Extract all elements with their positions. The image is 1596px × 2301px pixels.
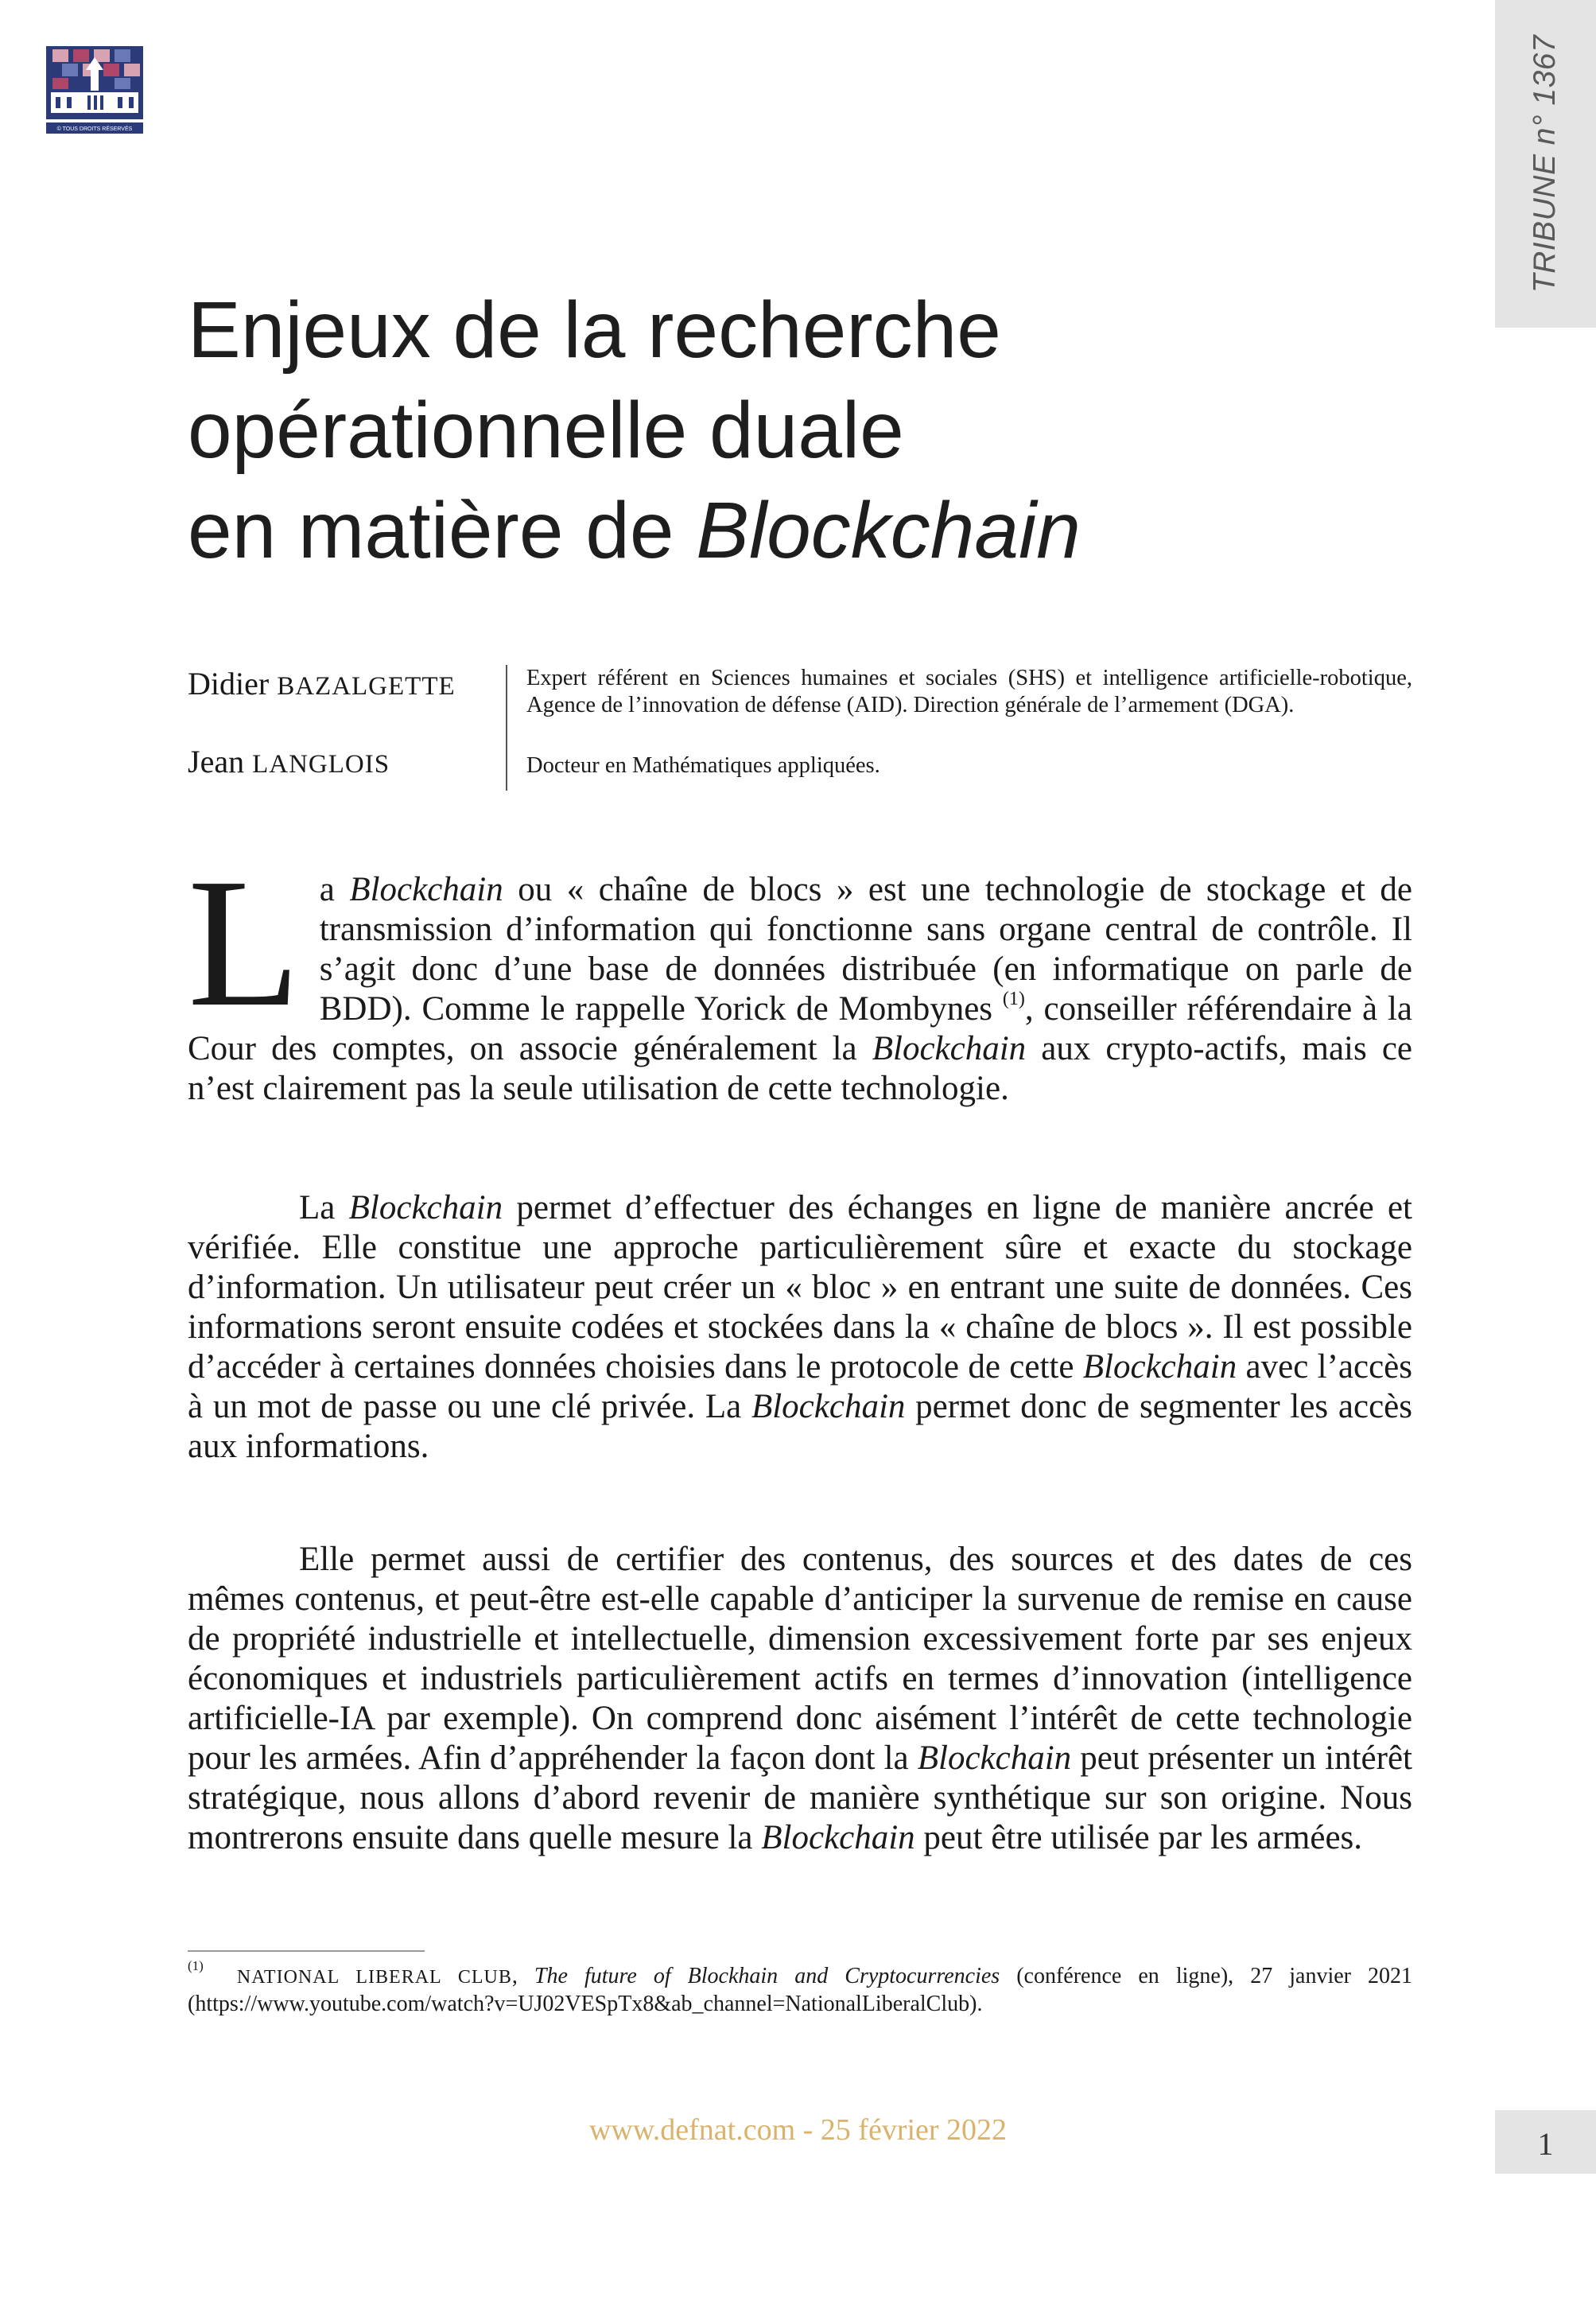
author-block xyxy=(188,657,1412,791)
p2-text-a: La xyxy=(299,1189,349,1226)
paragraph-3 xyxy=(188,1540,1412,1858)
author-2-last-name: LANGLOIS xyxy=(252,750,390,779)
footnote-divider xyxy=(188,1950,425,1952)
p1-text-c: , conseiller référendaire à la Cour des comptes, on associe généralement la xyxy=(188,990,1413,1067)
author-divider xyxy=(506,665,507,791)
p1-text-b: ou « chaîne de blocs » est une technologie de stockage et de transmission d’information qui fonctionne sans organe central de contrôle. Il s’agit donc d’une base de données distribuée (en informatique on parle de BDD). Comme le rappelle Yorick de Mombynes xyxy=(319,871,1412,1028)
footnote-org: NATIONAL LIBERAL CLUB xyxy=(236,1967,512,1988)
paragraph-2 xyxy=(188,1188,1412,1467)
p3-italic-a: Blockchain xyxy=(917,1739,1072,1777)
footer-site-date[interactable]: www.defnat.com - 25 février 2022 xyxy=(588,2113,1008,2147)
p2-text-b: permet d’effectuer des échanges en ligne de manière ancrée et vérifiée. Elle constitue une approche particulièrement sûre et exacte du stockage d’information. Un utilisateur peut créer un « bloc » en entrant une suite de données. Ces informations seront ensuite codées et stockées dans la « chaîne de blocs ». Il est possible d’accéder à certaines données choisies dans le protocole de cette xyxy=(188,1189,1412,1386)
author-1-last-name: BAZALGETTE xyxy=(277,672,456,701)
p1-italic-a: Blockchain xyxy=(349,871,503,908)
title-line-1: Enjeux de la recherche xyxy=(188,286,1001,375)
p3-italic-b: Blockchain xyxy=(761,1819,915,1856)
p1-italic-b: Blockchain xyxy=(872,1030,1027,1067)
author-1-first-name: Didier xyxy=(188,666,270,702)
article-title xyxy=(188,280,1380,581)
p2-italic-a: Blockchain xyxy=(348,1189,503,1226)
author-1-name xyxy=(188,668,456,702)
footnote-marker: (1) xyxy=(188,1957,204,1973)
p2-text-d: permet donc de segmenter les accès aux informations. xyxy=(188,1388,1412,1465)
logo-emblem-icon xyxy=(46,46,143,138)
title-line-2: opérationnelle duale xyxy=(188,386,904,475)
author-2-name xyxy=(188,746,390,780)
footnote-1 xyxy=(188,1957,1413,2018)
logo-caption: © TOUS DROITS RÉSERVÉS xyxy=(56,126,133,132)
p1-text-d: aux crypto-actifs, mais ce n’est clairement pas la seule utilisation de cette technologie. xyxy=(188,1030,1412,1107)
p3-text-b: peut présenter un intérêt stratégique, nous allons d’abord revenir de manière synthétique sur son origine. Nous montrerons ensuite dans quelle mesure la xyxy=(188,1739,1412,1856)
footnote-rest: (conférence en ligne), 27 janvier 2021 (https://www.youtube.com/watch?v=UJ02VESpTx8&ab_channel=NationalLiberalClub). xyxy=(188,1964,1413,2016)
footnote-ref-1[interactable]: (1) xyxy=(1002,988,1025,1009)
title-line-3 xyxy=(188,480,1380,581)
p1-text-a: a xyxy=(319,871,350,908)
footnote-title: The future of Blockhain and Cryptocurrencies xyxy=(534,1964,1000,1988)
author-2-description: Docteur en Mathématiques appliquées. xyxy=(526,753,880,778)
title-line-3-italic: Blockchain xyxy=(696,486,1081,575)
paragraph-1 xyxy=(188,841,1413,1109)
page-number: 1 xyxy=(1537,2126,1554,2162)
publisher-logo xyxy=(46,46,143,138)
p2-italic-b: Blockchain xyxy=(1082,1348,1237,1386)
drop-cap: L xyxy=(188,841,301,1045)
series-label: TRIBUNE n° 1367 xyxy=(1528,34,1562,293)
p3-text-a: Elle permet aussi de certifier des contenus, des sources et des dates de ces mêmes contenus, et peut-être est-elle capable d’anticiper la survenue de remise en cause de propriété industrielle et intellectuelle, dimension excessivement forte par ses enjeux économiques et industriels particulièrement actifs en termes d’innovation (intelligence artificielle-IA par exemple). On comprend donc aisément l’intérêt de cette technologie pour les armées. Afin d’appréhender la façon dont la xyxy=(188,1541,1412,1777)
author-1-description: Expert référent en Sciences humaines et sociales (SHS) et intelligence artificielle-robotique, Agence de l’innovation de défense (AID). Direction générale de l’armement (DGA). xyxy=(526,666,1412,717)
footnote-sep: , xyxy=(511,1964,534,1988)
author-2-first-name: Jean xyxy=(188,744,245,779)
title-line-3-prefix: en matière de xyxy=(188,486,697,575)
p2-italic-c: Blockchain xyxy=(751,1388,906,1425)
p3-text-c: peut être utilisée par les armées. xyxy=(914,1819,1363,1856)
p2-text-c: avec l’accès à un mot de passe ou une clé privée. La xyxy=(188,1348,1412,1425)
